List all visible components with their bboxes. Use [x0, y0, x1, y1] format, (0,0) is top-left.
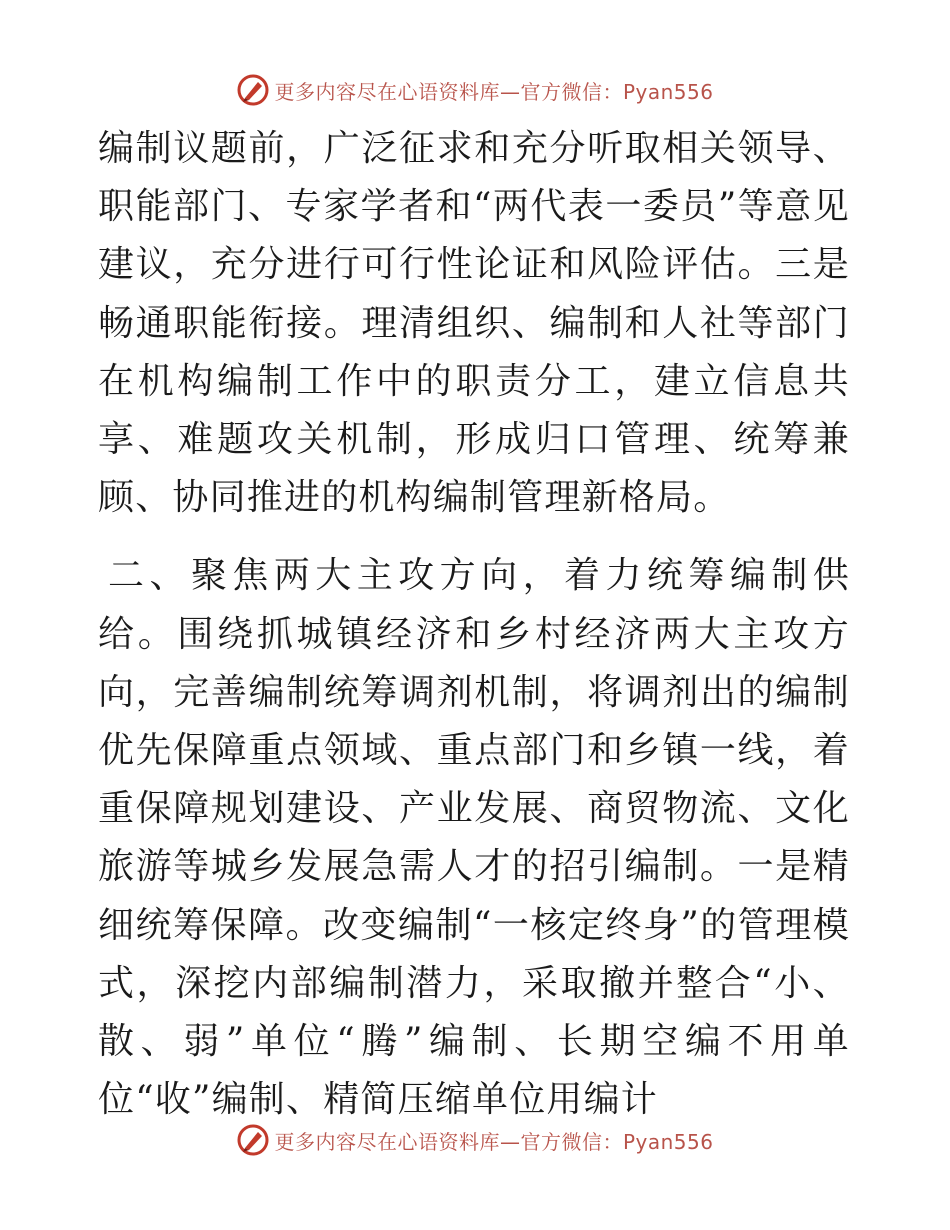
paragraph-section-two: 二、聚焦两大主攻方向，着力统筹编制供给。围绕抓城镇经济和乡村经济两大主攻方向，完善编制统筹调剂机制，将调剂出的编制优先保障重点领域、重点部门和乡镇一线，着重保障规划建设、产业发展、商贸物流、文化旅游等城乡发展急需人才的招引编制。一是精细统筹保障。改变编制“一核定终身”的管理模式，深挖内部编制潜力，采取撤并整合“小、散、弱”单位“腾”编制、长期空编不用单位“收”编制、精简压缩单位用编计: [98, 555, 850, 1121]
header-banner: [0, 68, 950, 112]
header-banner-text: 更多内容尽在心语资料库—官方微信：Pyan556: [274, 79, 714, 104]
paragraph-continuation: 编制议题前，广泛征求和充分听取相关领导、职能部门、专家学者和“两代表一委员”等意见建议，充分进行可行性论证和风险评估。三是畅通职能衔接。理清组织、编制和人社等部门在机构编制工作中的职责分工，建立信息共享、难题攻关机制，形成归口管理、统筹兼顾、协同推进的机构编制管理新格局。: [98, 128, 850, 519]
footer-banner: [0, 1118, 950, 1162]
document-body: [98, 120, 850, 1129]
pen-logo-icon: [236, 1123, 270, 1157]
pen-logo-icon: [236, 73, 270, 107]
footer-banner-text: 更多内容尽在心语资料库—官方微信：Pyan556: [274, 1129, 714, 1154]
